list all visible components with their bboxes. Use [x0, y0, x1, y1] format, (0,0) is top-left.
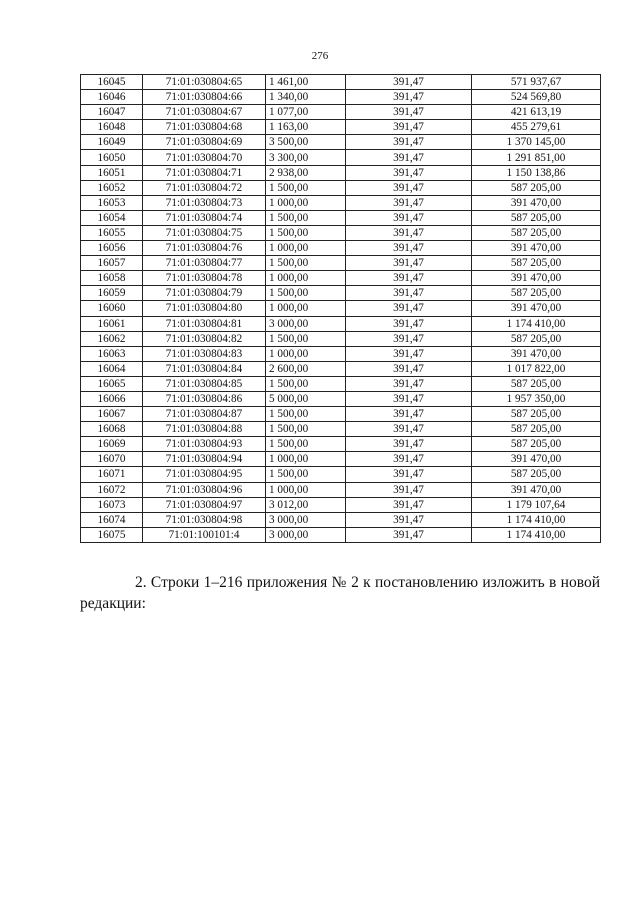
row-number-cell: 16064: [81, 361, 143, 376]
cadastral-number-cell: 71:01:030804:72: [143, 180, 266, 195]
row-number-cell: 16057: [81, 256, 143, 271]
value-cell: 587 205,00: [472, 437, 601, 452]
rate-cell: 391,47: [346, 512, 472, 527]
area-cell: 1 500,00: [266, 437, 346, 452]
table-row: [81, 437, 601, 452]
value-cell: 1 174 410,00: [472, 316, 601, 331]
page-number: 276: [311, 50, 329, 62]
row-number-cell: 16065: [81, 376, 143, 391]
row-number-cell: 16045: [81, 75, 143, 90]
row-number-cell: 16070: [81, 452, 143, 467]
rate-cell: 391,47: [346, 452, 472, 467]
cadastral-number-cell: 71:01:030804:82: [143, 331, 266, 346]
rate-cell: 391,47: [346, 301, 472, 316]
body-paragraph: 2. Строки 1–216 приложения № 2 к постановлению изложить в новой редакции:: [80, 574, 600, 612]
rate-cell: 391,47: [346, 135, 472, 150]
value-cell: 587 205,00: [472, 180, 601, 195]
rate-cell: 391,47: [346, 422, 472, 437]
row-number-cell: 16061: [81, 316, 143, 331]
value-cell: 1 174 410,00: [472, 527, 601, 542]
cadastral-number-cell: 71:01:030804:76: [143, 241, 266, 256]
value-cell: 421 613,19: [472, 105, 601, 120]
cadastral-number-cell: 71:01:030804:67: [143, 105, 266, 120]
area-cell: 5 000,00: [266, 391, 346, 406]
rate-cell: 391,47: [346, 482, 472, 497]
rate-cell: 391,47: [346, 331, 472, 346]
value-cell: 391 470,00: [472, 346, 601, 361]
row-number-cell: 16050: [81, 150, 143, 165]
row-number-cell: 16054: [81, 210, 143, 225]
area-cell: 2 938,00: [266, 165, 346, 180]
area-cell: 3 000,00: [266, 512, 346, 527]
value-cell: 1 179 107,64: [472, 497, 601, 512]
value-cell: 1 957 350,00: [472, 391, 601, 406]
rate-cell: 391,47: [346, 225, 472, 240]
table-body: [81, 75, 601, 543]
rate-cell: 391,47: [346, 120, 472, 135]
table-row: [81, 195, 601, 210]
table-row: [81, 346, 601, 361]
value-cell: 1 150 138,86: [472, 165, 601, 180]
cadastral-number-cell: 71:01:030804:86: [143, 391, 266, 406]
cadastral-number-cell: 71:01:030804:77: [143, 256, 266, 271]
cadastral-number-cell: 71:01:030804:84: [143, 361, 266, 376]
table-row: [81, 241, 601, 256]
row-number-cell: 16075: [81, 527, 143, 542]
table-row: [81, 90, 601, 105]
rate-cell: 391,47: [346, 437, 472, 452]
table-row: [81, 467, 601, 482]
row-number-cell: 16056: [81, 241, 143, 256]
table-row: [81, 301, 601, 316]
rate-cell: 391,47: [346, 195, 472, 210]
cadastral-number-cell: 71:01:030804:95: [143, 467, 266, 482]
cadastral-number-cell: 71:01:030804:83: [143, 346, 266, 361]
table-row: [81, 361, 601, 376]
cadastral-number-cell: 71:01:030804:78: [143, 271, 266, 286]
area-cell: 1 500,00: [266, 225, 346, 240]
table-row: [81, 407, 601, 422]
table-row: [81, 316, 601, 331]
rate-cell: 391,47: [346, 165, 472, 180]
value-cell: 587 205,00: [472, 467, 601, 482]
table-row: [81, 497, 601, 512]
value-cell: 587 205,00: [472, 210, 601, 225]
cadastral-number-cell: 71:01:030804:69: [143, 135, 266, 150]
value-cell: 587 205,00: [472, 256, 601, 271]
area-cell: 1 000,00: [266, 452, 346, 467]
area-cell: 1 077,00: [266, 105, 346, 120]
row-number-cell: 16053: [81, 195, 143, 210]
cadastral-number-cell: 71:01:030804:93: [143, 437, 266, 452]
table-row: [81, 150, 601, 165]
area-cell: 1 000,00: [266, 195, 346, 210]
row-number-cell: 16046: [81, 90, 143, 105]
row-number-cell: 16069: [81, 437, 143, 452]
rate-cell: 391,47: [346, 210, 472, 225]
area-cell: 1 163,00: [266, 120, 346, 135]
rate-cell: 391,47: [346, 180, 472, 195]
rate-cell: 391,47: [346, 90, 472, 105]
table-row: [81, 271, 601, 286]
row-number-cell: 16048: [81, 120, 143, 135]
area-cell: 1 340,00: [266, 90, 346, 105]
area-cell: 1 500,00: [266, 376, 346, 391]
table-row: [81, 105, 601, 120]
area-cell: 3 000,00: [266, 527, 346, 542]
row-number-cell: 16067: [81, 407, 143, 422]
table-row: [81, 165, 601, 180]
row-number-cell: 16047: [81, 105, 143, 120]
table-row: [81, 376, 601, 391]
rate-cell: 391,47: [346, 376, 472, 391]
table-row: [81, 75, 601, 90]
value-cell: 391 470,00: [472, 195, 601, 210]
area-cell: 1 500,00: [266, 210, 346, 225]
table-row: [81, 120, 601, 135]
table-row: [81, 210, 601, 225]
row-number-cell: 16062: [81, 331, 143, 346]
row-number-cell: 16072: [81, 482, 143, 497]
row-number-cell: 16051: [81, 165, 143, 180]
table-row: [81, 391, 601, 406]
cadastral-number-cell: 71:01:030804:81: [143, 316, 266, 331]
cadastral-number-cell: 71:01:030804:66: [143, 90, 266, 105]
cadastral-number-cell: 71:01:100101:4: [143, 527, 266, 542]
rate-cell: 391,47: [346, 256, 472, 271]
row-number-cell: 16074: [81, 512, 143, 527]
table-row: [81, 331, 601, 346]
rate-cell: 391,47: [346, 316, 472, 331]
cadastral-number-cell: 71:01:030804:94: [143, 452, 266, 467]
area-cell: 3 012,00: [266, 497, 346, 512]
cadastral-number-cell: 71:01:030804:97: [143, 497, 266, 512]
rate-cell: 391,47: [346, 271, 472, 286]
value-cell: 391 470,00: [472, 301, 601, 316]
value-cell: 524 569,80: [472, 90, 601, 105]
table-row: [81, 180, 601, 195]
rate-cell: 391,47: [346, 527, 472, 542]
cadastral-number-cell: 71:01:030804:71: [143, 165, 266, 180]
row-number-cell: 16059: [81, 286, 143, 301]
row-number-cell: 16071: [81, 467, 143, 482]
area-cell: 3 500,00: [266, 135, 346, 150]
rate-cell: 391,47: [346, 241, 472, 256]
value-cell: 1 291 851,00: [472, 150, 601, 165]
area-cell: 1 500,00: [266, 256, 346, 271]
cadastral-number-cell: 71:01:030804:98: [143, 512, 266, 527]
value-cell: 1 174 410,00: [472, 512, 601, 527]
table-row: [81, 422, 601, 437]
value-cell: 587 205,00: [472, 407, 601, 422]
row-number-cell: 16049: [81, 135, 143, 150]
rate-cell: 391,47: [346, 150, 472, 165]
rate-cell: 391,47: [346, 407, 472, 422]
value-cell: 1 370 145,00: [472, 135, 601, 150]
table-row: [81, 452, 601, 467]
rate-cell: 391,47: [346, 391, 472, 406]
cadastral-number-cell: 71:01:030804:79: [143, 286, 266, 301]
value-cell: 391 470,00: [472, 271, 601, 286]
cadastral-number-cell: 71:01:030804:73: [143, 195, 266, 210]
cadastral-number-cell: 71:01:030804:80: [143, 301, 266, 316]
cadastral-number-cell: 71:01:030804:70: [143, 150, 266, 165]
rate-cell: 391,47: [346, 361, 472, 376]
data-table: [80, 74, 601, 543]
area-cell: 1 000,00: [266, 301, 346, 316]
area-cell: 1 000,00: [266, 271, 346, 286]
row-number-cell: 16068: [81, 422, 143, 437]
table-row: [81, 482, 601, 497]
area-cell: 1 500,00: [266, 467, 346, 482]
value-cell: 587 205,00: [472, 422, 601, 437]
cadastral-number-cell: 71:01:030804:74: [143, 210, 266, 225]
cadastral-number-cell: 71:01:030804:85: [143, 376, 266, 391]
table-row: [81, 512, 601, 527]
row-number-cell: 16066: [81, 391, 143, 406]
value-cell: 587 205,00: [472, 331, 601, 346]
rate-cell: 391,47: [346, 75, 472, 90]
value-cell: 455 279,61: [472, 120, 601, 135]
table-row: [81, 286, 601, 301]
cadastral-number-cell: 71:01:030804:75: [143, 225, 266, 240]
area-cell: 3 000,00: [266, 316, 346, 331]
cadastral-number-cell: 71:01:030804:88: [143, 422, 266, 437]
rate-cell: 391,47: [346, 286, 472, 301]
cadastral-number-cell: 71:01:030804:65: [143, 75, 266, 90]
value-cell: 587 205,00: [472, 225, 601, 240]
rate-cell: 391,47: [346, 105, 472, 120]
area-cell: 3 300,00: [266, 150, 346, 165]
row-number-cell: 16063: [81, 346, 143, 361]
area-cell: 1 500,00: [266, 407, 346, 422]
area-cell: 1 500,00: [266, 422, 346, 437]
value-cell: 1 017 822,00: [472, 361, 601, 376]
area-cell: 1 000,00: [266, 241, 346, 256]
row-number-cell: 16052: [81, 180, 143, 195]
table-row: [81, 256, 601, 271]
row-number-cell: 16060: [81, 301, 143, 316]
table-row: [81, 527, 601, 542]
value-cell: 587 205,00: [472, 376, 601, 391]
cadastral-number-cell: 71:01:030804:96: [143, 482, 266, 497]
row-number-cell: 16073: [81, 497, 143, 512]
table-row: [81, 225, 601, 240]
area-cell: 1 500,00: [266, 331, 346, 346]
row-number-cell: 16058: [81, 271, 143, 286]
value-cell: 587 205,00: [472, 286, 601, 301]
cadastral-number-cell: 71:01:030804:87: [143, 407, 266, 422]
area-cell: 1 461,00: [266, 75, 346, 90]
area-cell: 1 000,00: [266, 346, 346, 361]
area-cell: 1 500,00: [266, 286, 346, 301]
area-cell: 1 500,00: [266, 180, 346, 195]
value-cell: 391 470,00: [472, 452, 601, 467]
value-cell: 391 470,00: [472, 241, 601, 256]
value-cell: 571 937,67: [472, 75, 601, 90]
rate-cell: 391,47: [346, 497, 472, 512]
rate-cell: 391,47: [346, 467, 472, 482]
area-cell: 1 000,00: [266, 482, 346, 497]
area-cell: 2 600,00: [266, 361, 346, 376]
row-number-cell: 16055: [81, 225, 143, 240]
cadastral-number-cell: 71:01:030804:68: [143, 120, 266, 135]
value-cell: 391 470,00: [472, 482, 601, 497]
table-row: [81, 135, 601, 150]
rate-cell: 391,47: [346, 346, 472, 361]
